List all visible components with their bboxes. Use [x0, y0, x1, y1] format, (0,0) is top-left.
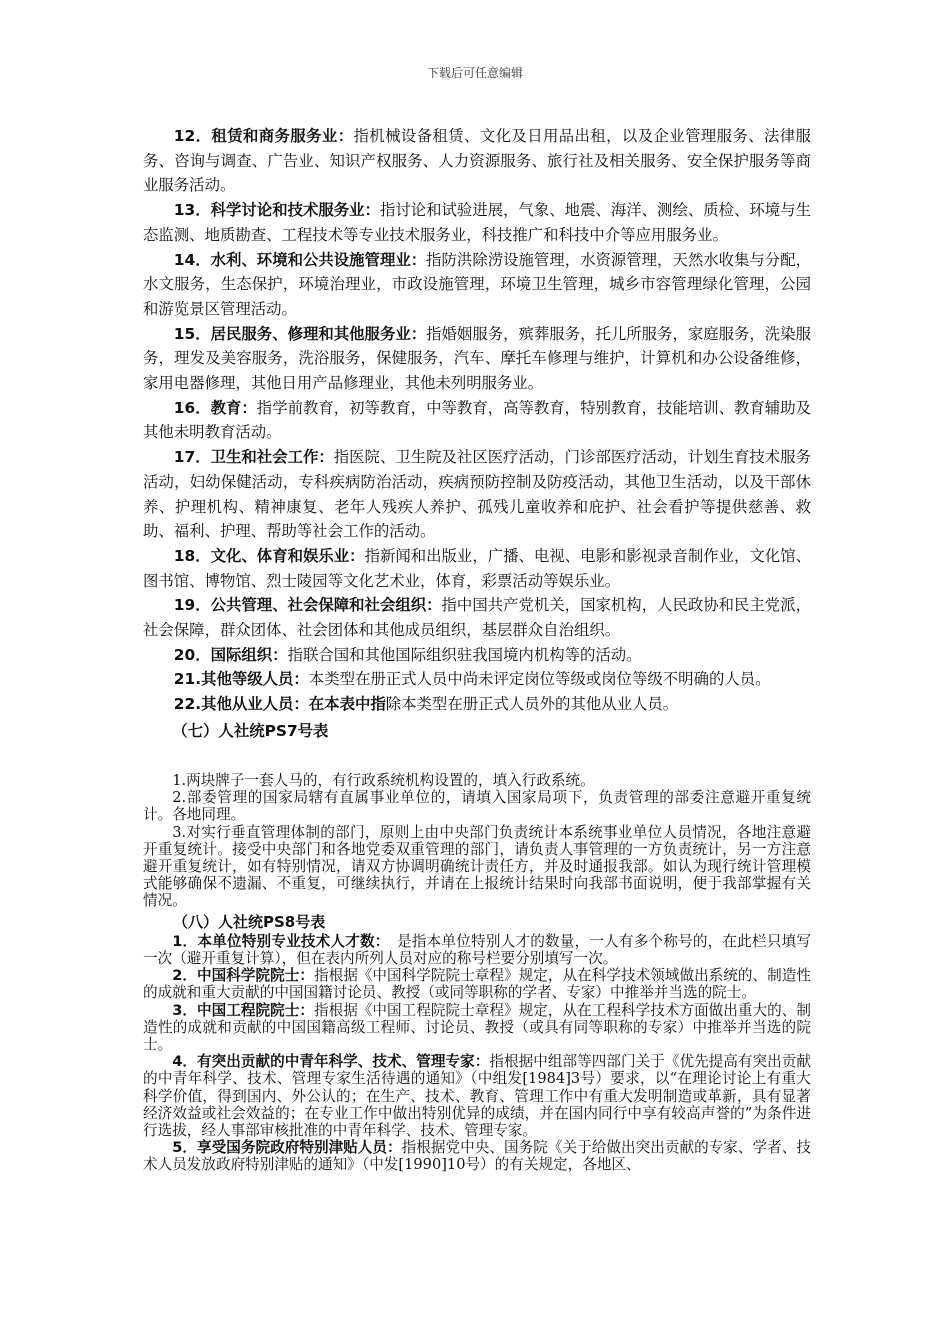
paragraph-item-12 — [143, 124, 811, 198]
item-title: 18．文化、体育和娱乐业： — [173, 546, 365, 565]
item-title: 5．享受国务院政府特别津贴人员： — [172, 1139, 402, 1157]
item-text: 指防洪除涝设施管理，水资源管理，天然水收集与分配，水文服务，生态保护，环境治理业，市政设施管理，环境卫生管理，城乡市容管理绿化管理，公园和游览景区管理活动。 — [143, 250, 811, 318]
item-title: 1．本单位特别专业技术人才数： — [172, 932, 383, 950]
page-header-watermark: 下载后可任意编辑 — [426, 66, 523, 80]
item-text: 指根据党中央、国务院《关于给做出突出贡献的专家、学者、技术人员发放政府特别津贴的通知》（中发[1990]10号）的有关规定，各地区、 — [143, 1139, 811, 1174]
paragraph-item-19 — [143, 593, 811, 642]
item-text: 除本类型在册正式人员外的其他从业人员。 — [385, 695, 679, 714]
item-text: 是指本单位特别人才的数量，一人有多个称号的，在此栏只填写一次（避开重复计算），但在表内所列人员对应的称号栏要分别填写一次。 — [143, 932, 811, 968]
item-title: 2．中国科学院院士： — [172, 967, 314, 985]
item-text: 指医院、卫生院及社区医疗活动，门诊部医疗活动，计划生育技术服务活动，妇幼保健活动，专科疾病防治活动，疾病预防控制及防疫活动，其他卫生活动，以及干部休养、护理机构、精神康复、老年人残疾人养护、孤残儿童收养和庇护、社会看护等提供慈善、救助、福利、护理、帮助等社会工作的活动。 — [143, 448, 811, 541]
item-text: 指讨论和试验进展，气象、地震、海洋、测绘、质检、环境与生态监测、地质勘查、工程技术等专业技术服务业，科技推广和科技中介等应用服务业。 — [143, 201, 811, 244]
industry-definitions — [143, 124, 811, 744]
section-7-paragraph: 3.对实行垂直管理体制的部门，原则上由中央部门负责统计本系统事业单位人员情况，各地注意避开重复统计。接受中央部门和各地党委双重管理的部门，请负责人事管理的一方负责统计，另一方注意避开重复统计，如有特别情况，请双方协调明确统计责任方，并及时通报我部。如认为现行统计管理模式能够确保不遗漏、不重复，可继续执行，并请在上报统计结果时向我部书面说明，便于我部掌握有关情况。 — [143, 823, 811, 910]
section-title: （七）人社统PS7号表 — [172, 721, 329, 740]
item-title: 19．公共管理、社会保障和社会组织： — [173, 596, 442, 615]
paragraph-item-18 — [143, 544, 811, 593]
section-8-item — [143, 967, 811, 1001]
section-7-paragraph: 1.两块牌子一套人马的，有行政系统机构设置的，填入行政系统。 — [172, 772, 595, 789]
section-8-item — [143, 1053, 811, 1139]
item-title: 22.其他从业人员：在本表中指 — [173, 695, 386, 714]
item-text: 指中国共产党机关，国家机构，人民政协和民主党派，社会保障，群众团体、社会团体和其他成员组织，基层群众自治组织。 — [143, 596, 811, 640]
item-text: 指婚姻服务，殡葬服务，托儿所服务，家庭服务，洗染服务，理发及美容服务，洗浴服务，保健服务，汽车、摩托车修理与维护，计算机和办公设备维修，家用电器修理，其他日用产品修理业，其他未列明服务业。 — [143, 324, 811, 393]
paragraph-item-14 — [143, 248, 811, 322]
paragraph-item-21 — [143, 667, 811, 692]
item-title: 15．居民服务、修理和其他服务业： — [173, 324, 427, 343]
item-title: 20．国际组织： — [173, 645, 288, 664]
paragraph-item-16 — [143, 396, 811, 445]
item-title: 3．中国工程院院士： — [172, 1001, 314, 1019]
section-7-paragraph: 2.部委管理的国家局辖有直属事业单位的，请填入国家局项下，负责管理的部委注意避开重复统计。各地同理。 — [143, 789, 811, 824]
section-8-heading — [143, 914, 811, 931]
item-title: 17．卫生和社会工作： — [173, 448, 334, 467]
item-title: 4．有突出贡献的中青年科学、技术、管理专家： — [172, 1053, 490, 1071]
paragraph-item-15 — [143, 322, 811, 396]
paragraph-item-17 — [143, 445, 811, 544]
item-text: 指新闻和出版业，广播、电视、电影和影视录音制作业，文化馆、图书馆、博物馆、烈士陵园等文化艺术业，体育，彩票活动等娱乐业。 — [143, 546, 811, 590]
item-text: 指学前教育，初等教育，中等教育，高等教育，特别教育，技能培训、教育辅助及其他未明教育活动。 — [143, 398, 811, 442]
item-title: 12．租赁和商务服务业： — [173, 127, 354, 145]
item-text: 指根据中组部等四部门关于《优先提高有突出贡献的中青年科学、技术、管理专家生活待遇的通知》（中组发[1984]3号）要求，以“在理论讨论上有重大科学价值，得到国内、外公认的；在生产、技术、教育、管理工作中有重大发明制造或革新，具有显著经济效益或社会效益的；在专业工作中做出特别优异的成绩，并在国内同行中享有较高声誉的”为条件进行选拔，经人事部审核批准的中青年科学、技术、管理专家。 — [143, 1053, 811, 1140]
form-notes — [143, 772, 811, 1174]
item-title: 13．科学讨论和技术服务业： — [173, 201, 380, 220]
section-8-item — [143, 933, 811, 967]
paragraph-item-13 — [143, 198, 811, 247]
section-8-item — [143, 1139, 811, 1173]
paragraph-item-20 — [143, 643, 811, 668]
item-text: 指联合国和其他国际组织驻我国境内机构等的活动。 — [287, 645, 642, 664]
paragraph-item-22 — [143, 692, 811, 717]
item-text: 指机械设备租赁、文化及日用品出租，以及企业管理服务、法律服务、咨询与调查、广告业、知识产权服务、人力资源服务、旅行社及相关服务、安全保护服务等商业服务活动。 — [143, 127, 811, 195]
item-title: 21.其他等级人员： — [173, 670, 309, 689]
item-text: 指根据《中国科学院院士章程》规定，从在科学技术领域做出系统的、制造性的成就和重大贡献的中国国籍讨论员、教授（或同等职称的学者、专家）中推举并当选的院士。 — [143, 967, 811, 1002]
section-8-item — [143, 1002, 811, 1054]
section-title: （八）人社统PS8号表 — [173, 912, 326, 931]
section-7-heading — [143, 719, 811, 744]
item-title: 14．水利、环境和公共设施管理业： — [173, 250, 427, 269]
item-text: 指根据《中国工程院院士章程》规定，从在工程科学技术方面做出重大的、制造性的成就和贡献的中国国籍高级工程师、讨论员、教授（或具有同等职称的专家）中推举并当选的院士。 — [143, 1001, 811, 1054]
item-text: 本类型在册正式人员中尚未评定岗位等级或岗位等级不明确的人员。 — [308, 670, 771, 689]
item-title: 16．教育： — [173, 398, 257, 417]
